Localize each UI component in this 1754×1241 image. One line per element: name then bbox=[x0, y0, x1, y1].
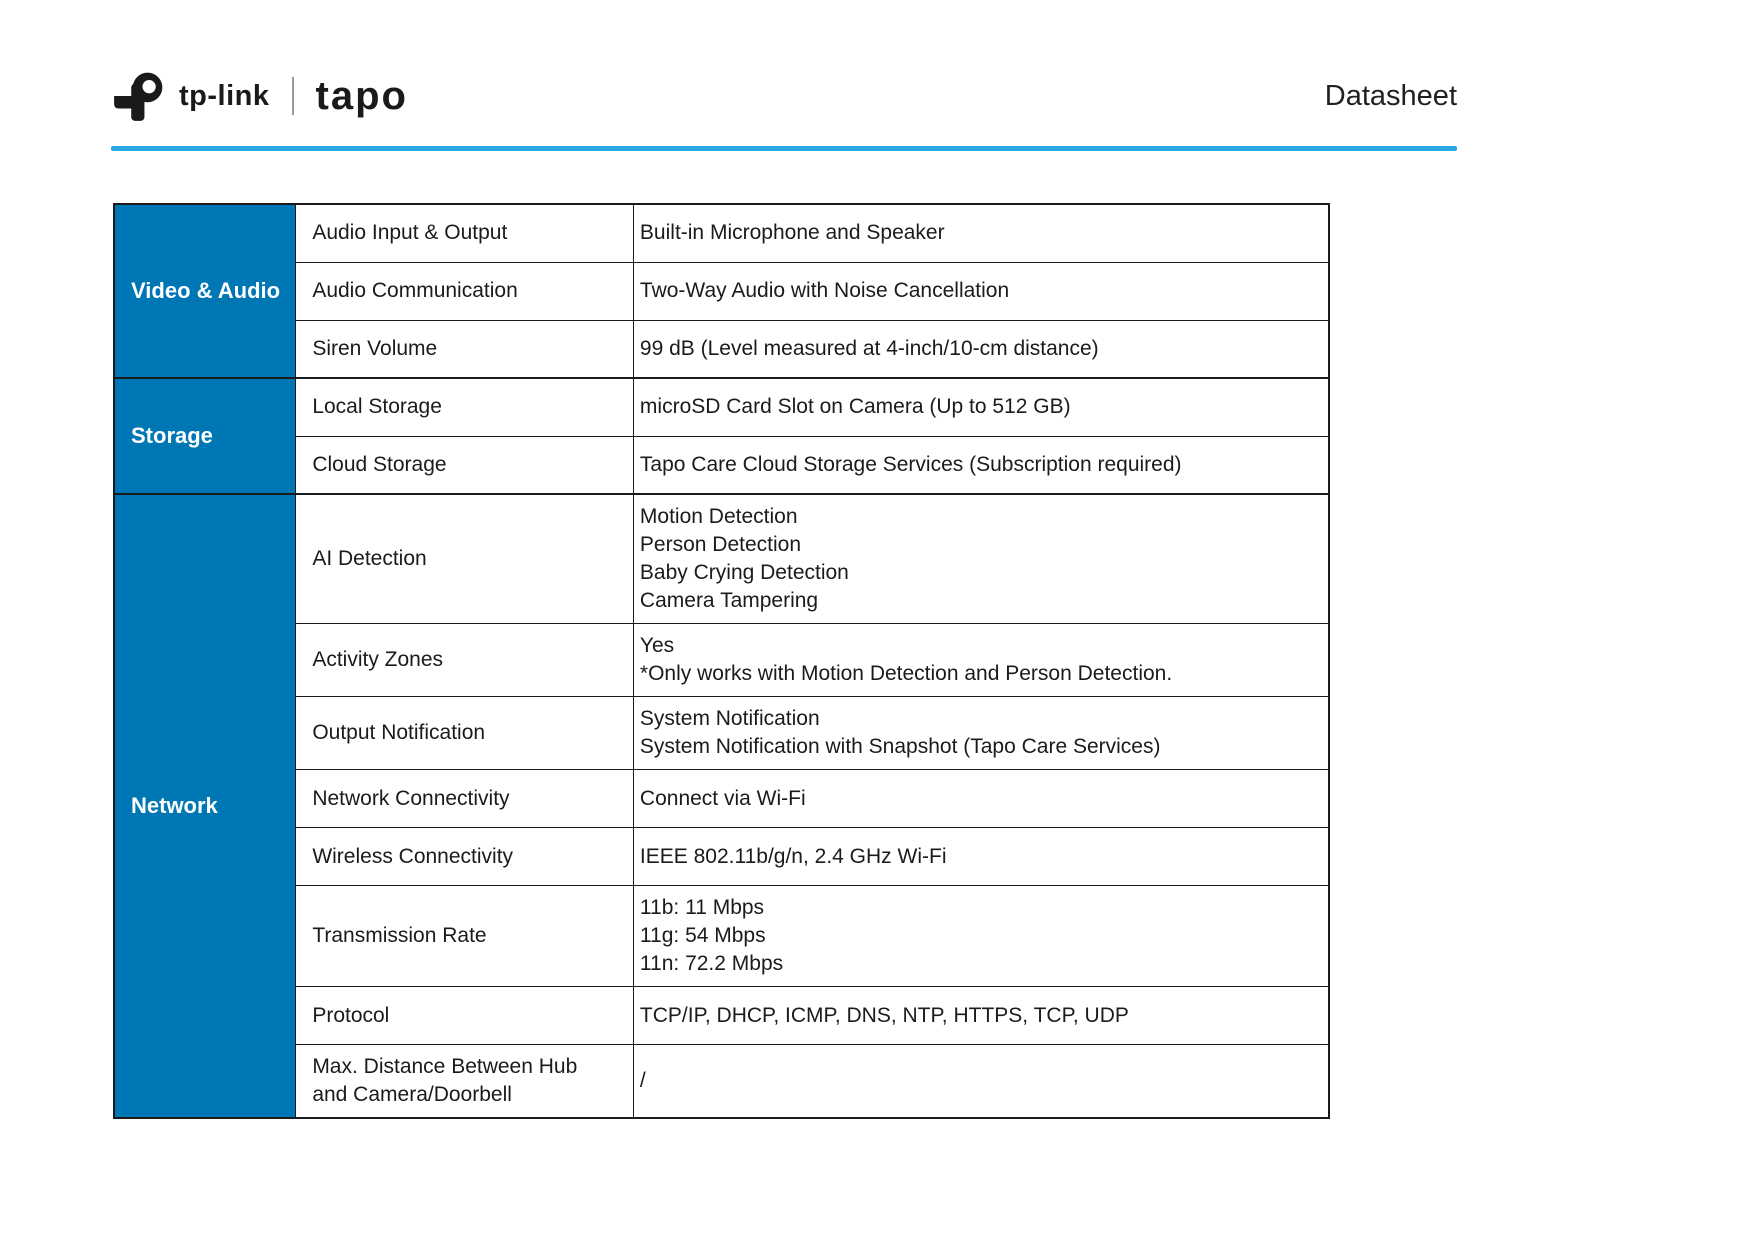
table-row bbox=[114, 624, 1329, 697]
spec-label: Cloud Storage bbox=[296, 436, 634, 494]
table-row bbox=[114, 320, 1329, 378]
spec-label: Audio Communication bbox=[296, 262, 634, 320]
spec-label: Transmission Rate bbox=[296, 886, 634, 987]
section-header-video-audio: Video & Audio bbox=[114, 204, 296, 378]
tplink-logo-icon bbox=[111, 68, 167, 124]
table-row bbox=[114, 262, 1329, 320]
page-header bbox=[111, 60, 1457, 151]
table-row bbox=[114, 987, 1329, 1045]
table-row bbox=[114, 1045, 1329, 1119]
brand-logo bbox=[111, 68, 408, 124]
document-type-label: Datasheet bbox=[1324, 79, 1457, 112]
table-row bbox=[114, 204, 1329, 262]
table-row bbox=[114, 828, 1329, 886]
spec-label: Protocol bbox=[296, 987, 634, 1045]
spec-label: Activity Zones bbox=[296, 624, 634, 697]
spec-label: Siren Volume bbox=[296, 320, 634, 378]
table-row bbox=[114, 378, 1329, 436]
spec-value: Motion Detection Person Detection Baby Crying Detection Camera Tampering bbox=[633, 494, 1329, 624]
spec-value: microSD Card Slot on Camera (Up to 512 GB) bbox=[633, 378, 1329, 436]
section-header-network: Network bbox=[114, 494, 296, 1118]
tplink-wordmark: tp-link bbox=[179, 79, 270, 112]
spec-table-body bbox=[114, 204, 1329, 1118]
table-row bbox=[114, 436, 1329, 494]
spec-label: Local Storage bbox=[296, 378, 634, 436]
spec-value: TCP/IP, DHCP, ICMP, DNS, NTP, HTTPS, TCP, UDP bbox=[633, 987, 1329, 1045]
spec-value: System Notification System Notification with Snapshot (Tapo Care Services) bbox=[633, 697, 1329, 770]
tapo-wordmark: tapo bbox=[315, 73, 408, 118]
spec-label: Network Connectivity bbox=[296, 770, 634, 828]
spec-label: Audio Input & Output bbox=[296, 204, 634, 262]
brand-divider bbox=[292, 77, 294, 115]
table-row bbox=[114, 770, 1329, 828]
spec-value: Two-Way Audio with Noise Cancellation bbox=[633, 262, 1329, 320]
spec-value: IEEE 802.11b/g/n, 2.4 GHz Wi-Fi bbox=[633, 828, 1329, 886]
spec-value: / bbox=[633, 1045, 1329, 1119]
spec-label: Max. Distance Between Hub and Camera/Doorbell bbox=[296, 1045, 634, 1119]
spec-label: Output Notification bbox=[296, 697, 634, 770]
spec-value: 11b: 11 Mbps 11g: 54 Mbps 11n: 72.2 Mbps bbox=[633, 886, 1329, 987]
spec-value: Built-in Microphone and Speaker bbox=[633, 204, 1329, 262]
spec-label: AI Detection bbox=[296, 494, 634, 624]
table-row bbox=[114, 494, 1329, 624]
header-divider-rule bbox=[111, 146, 1457, 151]
spec-value: Connect via Wi-Fi bbox=[633, 770, 1329, 828]
section-header-storage: Storage bbox=[114, 378, 296, 494]
spec-table bbox=[113, 203, 1330, 1119]
spec-label: Wireless Connectivity bbox=[296, 828, 634, 886]
table-row bbox=[114, 886, 1329, 987]
spec-value: 99 dB (Level measured at 4-inch/10-cm distance) bbox=[633, 320, 1329, 378]
spec-value: Yes *Only works with Motion Detection and Person Detection. bbox=[633, 624, 1329, 697]
spec-value: Tapo Care Cloud Storage Services (Subscription required) bbox=[633, 436, 1329, 494]
table-row bbox=[114, 697, 1329, 770]
